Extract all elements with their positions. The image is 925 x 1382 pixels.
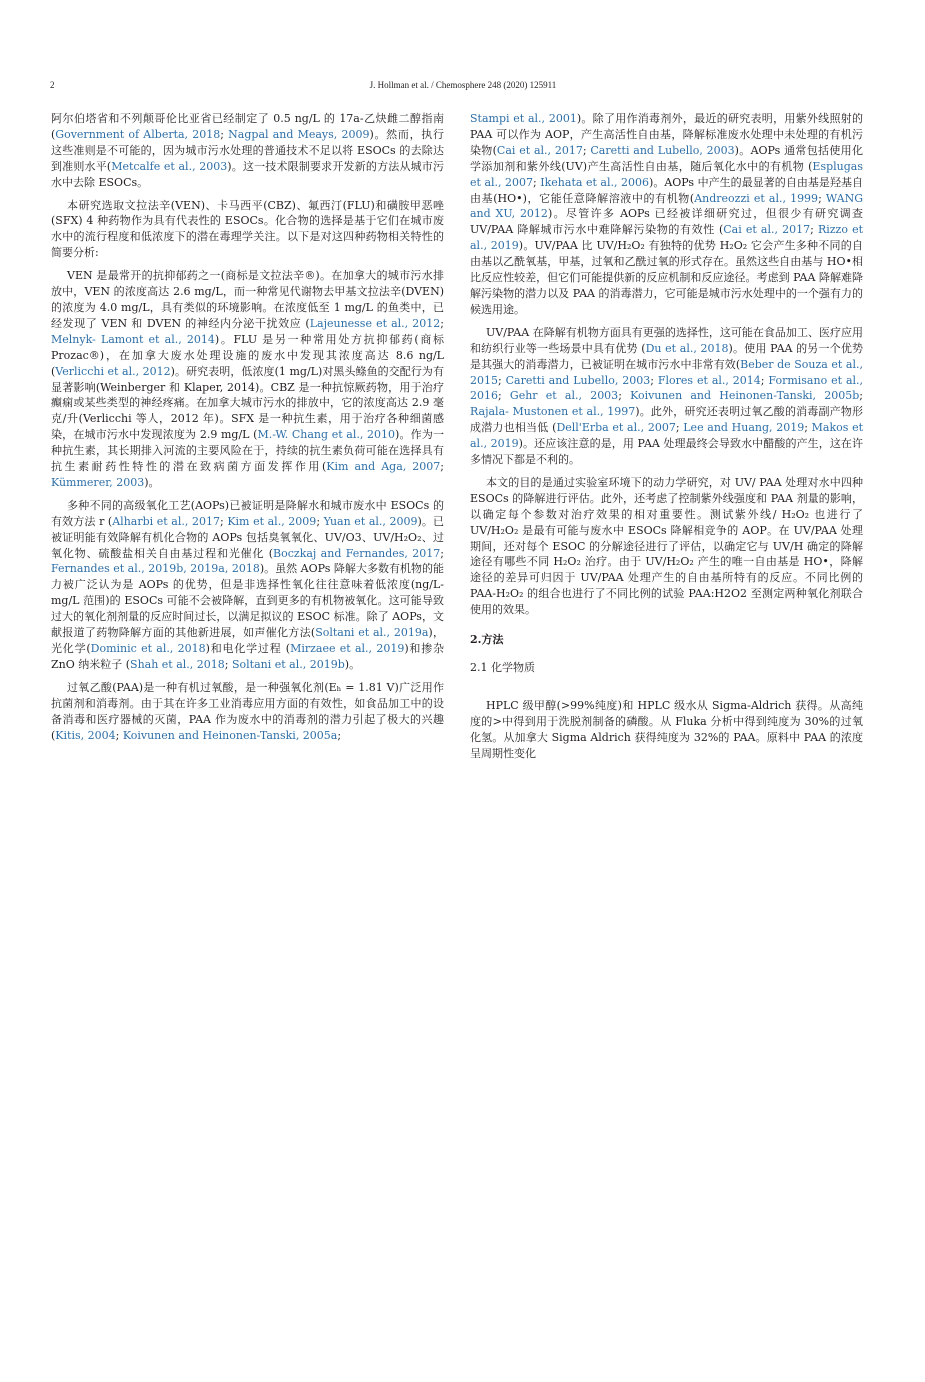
citation-link[interactable]: Cai et al., 2017 (496, 143, 583, 157)
citation-link[interactable]: Boczkaj and Fernandes, 2017 (273, 546, 441, 560)
text-run: )。FLU 是另一种常用处方抗抑郁药(商标 Prozac®)，在加拿大废水处理设施的废水中发现其浓度高达 8.6 ng/L ( (51, 332, 444, 378)
text-run: 阿尔伯塔省和不列颠哥伦比亚省已经制定了 0.5 ng/L 的 17a-乙炔雌二醇指南 ( (51, 112, 444, 141)
citation-link[interactable]: Shah et al., 2018 (130, 657, 225, 671)
text-run: ; (219, 514, 228, 528)
section-heading-methods: 2.方法 (470, 633, 504, 647)
text-run: )。AOPs 通常包括使用化学添加剂和紫外线(UV)产生高活性自由基，随后氧化水中的有机物 ( (470, 143, 863, 173)
citation-link[interactable]: Nagpal and Meays, 2009 (228, 127, 370, 141)
text-run: ; (650, 373, 658, 387)
citation-link[interactable]: Caretti and Lubello, 2003 (505, 373, 651, 387)
text-run: )，光化学( (51, 626, 444, 655)
citation-link[interactable]: Dominic et al., 2018 (90, 642, 206, 655)
text-run: ; (533, 175, 541, 189)
citation-link[interactable]: Alharbi et al., 2017 (112, 514, 220, 528)
subsection-heading-chemicals: 2.1 化学物质 (470, 661, 535, 674)
text-run: UV/PAA 在降解有机物方面具有更强的选择性，这可能在食品加工、医疗应用和纺织行业等一些场景中具有优势 ( (470, 325, 863, 355)
text-run: )。此外，研究还表明过氧乙酸的消毒副产物形成潜力也相当低 ( (470, 405, 863, 435)
text-run: ; (859, 389, 863, 403)
text-run: ; (498, 389, 510, 403)
text-run: )和掺杂 ZnO 纳米粒子 ( (51, 642, 444, 671)
text-run: )。这一技术限制要求开发新的方法从城市污水中去除 ESOCs。 (51, 159, 444, 189)
citation-link[interactable]: M.-W. Chang et al., 2010 (257, 428, 396, 442)
text-run: ; (498, 373, 506, 387)
citation-link[interactable]: Verlicchi et al., 2012 (55, 364, 171, 378)
paragraph-regulatory-guidelines (51, 111, 444, 191)
citation-link[interactable]: Beber de Souza et al., 2015 (470, 357, 863, 387)
citation-link[interactable]: Kitis, 2004 (55, 728, 116, 742)
citation-link[interactable]: Soltani et al., 2019a (315, 626, 429, 640)
text-run: ; (440, 546, 444, 560)
text-run: )。作为一种抗生素，其长期排入河流的主要风险在于，持续的抗生素负荷可能在选择具有抗生素耐药性特性的潜在致病菌方面发挥作用( (51, 428, 444, 474)
text-run: ; (582, 143, 591, 157)
text-run: ; (337, 728, 342, 742)
citation-link[interactable]: Koivunen and Heinonen-Tanski, 2005b (630, 389, 860, 403)
citation-link[interactable]: Dell'Erba et al., 2007 (556, 421, 676, 435)
citation-link[interactable]: Andreozzi et al., 1999 (694, 191, 819, 205)
text-run: ; (220, 127, 229, 141)
text-run: ; (440, 460, 445, 474)
citation-link[interactable]: Lee and Huang, 2019 (683, 421, 805, 435)
citation-link[interactable]: Stampi et al., 2001 (470, 112, 577, 125)
paragraph-chemicals: HPLC 级甲醇(>99%纯度)和 HPLC 级水从 Sigma-Aldrich 获得。从高纯度的>中得到用于洗脱剂制备的磷酸。从 Fluka 分析中得到纯度为 30%的过氧化氢。从加拿大 Sigma Aldrich 获得纯度为 32%的 PAA。原料中 PAA 的浓度呈周期性变化 (470, 698, 863, 760)
text-run: 过氧乙酸(PAA)是一种有机过氧酸，是一种强氧化剂(Eₕ = 1.81 V)广泛用作抗菌剂和消毒剂。由于其在许多工业消毒应用方面的有效性，如食品加工中的设备消毒和医疗器械的灭菌，PAA 作为废水中的消毒剂的潜力引起了极大的兴趣( (51, 680, 444, 742)
running-header (50, 80, 876, 94)
citation-link[interactable]: Formisano et al., 2016 (470, 373, 864, 403)
paragraph-compound-properties (51, 268, 444, 491)
text-run: )。研究表明，低浓度(1 mg/L)对黑头鲦鱼的交配行为有显著影响(Weinberger 和 Klaper, 2014)。CBZ 是一种抗惊厥药物，用于治疗癫痫或某些类型的神经疼痛。在加拿大城市污水的排放中，它的浓度高达 2.9 毫克/升(Verlicchi 等人，2012 年)。SFX 是一种抗生素，用于治疗各种细菌感染，在城市污水中发现浓度为 2.9 mg/L ( (51, 364, 444, 442)
text-run: )。还应该注意的是，用 PAA 处理最终会导致水中醋酸的产生，这在许多情况下都是不利的。 (470, 437, 864, 467)
citation-link[interactable]: Gehr et al., 2003 (509, 389, 619, 403)
paragraph-study-compounds: 本研究选取文拉法辛(VEN)、卡马西平(CBZ)、氟西汀(FLU)和磺胺甲恶唑(SFX) 4 种药物作为具有代表性的 ESOCs。化合物的选择是基于它们在城市废水中的流行程度和低浓度下的潜在毒理学关注。以下是对这四种药物相关特性的简要分析: (51, 198, 444, 260)
citation-link[interactable]: Makos et al., 2019 (470, 421, 864, 451)
citation-link[interactable]: Kim and Aga, 2007 (326, 460, 441, 474)
citation-link[interactable]: Koivunen and Heinonen-Tanski, 2005a (122, 728, 338, 742)
text-run: )。UV/PAA 比 UV/H₂O₂ 有独特的优势 H₂O₂ 它会产生多种不同的自由基以乙酰氧基，甲基，过氧和乙酰过氧的形式存在。虽然这些自由基与 HO•相比反应性较差，但它们可能提供新的反应机制和反应途径。考虑到 PAA 降解难降解污染物的潜力以及 PAA 的消毒潜力，它可能是城市污水处理中的一个强有力的候选用途。 (470, 239, 863, 316)
paragraph-paa-intro (51, 680, 444, 744)
text-run: ; (760, 373, 769, 387)
citation-link[interactable]: Caretti and Lubello, 2003 (590, 143, 735, 157)
citation-link[interactable]: Ikehata et al., 2006 (540, 175, 649, 189)
paragraph-uv-paa-selectivity (470, 325, 863, 468)
page-number: 2 (50, 80, 55, 90)
citation-link[interactable]: WANG and XU, 2012 (470, 191, 863, 221)
citation-link[interactable]: Esplugas et al., 2007 (470, 159, 863, 189)
text-run: ; (224, 657, 232, 671)
text-run: VEN 是最常开的抗抑郁药之一(商标是文拉法辛®)。在加拿大的城市污水排放中，VEN 的浓度高达 2.6 mg/L，而一种常见代谢物去甲基文拉法辛(DVEN)的浓度为 4.0 mg/L，具有类似的环境影响。在浓度低至 1 mg/L 的鱼类中，已经发现了 VEN 和 DVEN 的神经内分泌干扰效应 ( (51, 269, 444, 330)
paragraph-study-objective: 本文的目的是通过实验室环境下的动力学研究，对 UV/ PAA 处理对水中四种 ESOCs 的降解进行评估。此外，还考虑了控制紫外线强度和 PAA 剂量的影响，以确定每个参数对治疗效果的相对重要性。测试紫外线/ H₂O₂ 也进行了 UV/H₂O₂ 是最有可能与废水中 ESOCs 降解相竞争的 AOP。在 UV/PAA 处理期间，还对每个 ESOC 的分解途径进行了评估，以确定它与 UV/H 确定的降解途径有哪些不同 H₂O₂ 治疗。由于 UV/H₂O₂ 产生的唯一自由基是 HO•，降解途径的差异可归因于 UV/PAA 处理产生的自由基所特有的反应。不同比例的 PAA-H₂O₂ 的组合也进行了不同比例的试验 PAA:H2O2 至测定两种氧化剂联合使用的效果。 (470, 475, 863, 617)
text-run: ; (440, 316, 444, 330)
text-run: ; (115, 728, 123, 742)
citation-link[interactable]: Du et al., 2018 (645, 341, 729, 355)
citation-link[interactable]: Lajeunesse et al., 2012 (309, 316, 441, 330)
text-run: ; (316, 514, 324, 528)
text-run: )。使用 PAA 的另一个优势是其强大的消毒潜力，已被证明在城市污水中非常有效( (470, 341, 863, 371)
citation-link[interactable]: Kümmerer, 2003 (51, 475, 145, 489)
citation-link[interactable]: Kim et al., 2009 (227, 514, 317, 528)
citation-link[interactable]: Government of Alberta, 2018 (55, 127, 221, 141)
text-run: )。虽然 AOPs 降解大多数有机物的能力被广泛认为是 AOPs 的优势，但是非选择性氧化往往意味着低浓度(ng/L- mg/L 范围)的 ESOCs 可能不会被降解，直到更多的有机物被氧化。这可能导致过大的氧化剂剂量的反应时间过长，以满足拟议的 ESOC 标准。除了 AOPs，文献报道了药物降解方面的其他新进展，如声催化方法( (51, 562, 445, 640)
text-run: )。 (344, 657, 361, 671)
journal-reference: J. Hollman et al. / Chemosphere 248 (2020) 125911 (369, 80, 557, 90)
citation-link[interactable]: Rizzo et al., 2019 (470, 223, 863, 253)
paragraph-uv-paa-radicals (470, 111, 863, 318)
text-run: )。尽管许多 AOPs 已经被详细研究过，但很少有研究调查 UV/PAA 降解城市污水中难降解污染物的有效性 ( (470, 207, 863, 237)
text-run: )和电化学过程 ( (205, 642, 291, 655)
citation-link[interactable]: Metcalfe et al., 2003 (111, 159, 228, 173)
text-run: ; (675, 421, 684, 435)
text-run: ; (804, 421, 812, 435)
citation-link[interactable]: Melnyk- Lamont et al., 2014 (51, 332, 215, 346)
text-run: )。AOPs 中产生的最显著的自由基是羟基自由基(HO•)，它能任意降解溶液中的有机物( (470, 175, 863, 205)
citation-link[interactable]: Yuan et al., 2009 (323, 514, 418, 528)
text-run: ; (618, 389, 631, 403)
citation-link[interactable]: Fernandes et al., 2019b, 2019a, 2018 (51, 562, 260, 576)
citation-link[interactable]: Mirzaee et al., 2019 (290, 642, 405, 655)
text-run: ; (810, 223, 818, 237)
text-run: )。然而，执行这些准则是不可能的，因为城市污水处理的普通技术不足以将 ESOCs 的去除达到准则水平( (51, 127, 444, 173)
text-run: 多种不同的高级氧化工艺(AOPs)已被证明是降解水和城市废水中 ESOCs 的有效方法 r ( (51, 498, 444, 528)
right-column (470, 111, 863, 769)
left-column (51, 111, 444, 750)
text-run: )。除了用作消毒剂外，最近的研究表明，用紫外线照射的 PAA 可以作为 AOP，产生高活性自由基，降解标准废水处理中未处理的有机污染物( (470, 112, 863, 157)
text-run: )。 (144, 475, 160, 489)
citation-link[interactable]: Flores et al., 2014 (657, 373, 761, 387)
text-run: )。已被证明能有效降解有机化合物的 AOPs 包括臭氧氧化、UV/O3、UV/H₂O₂、过氧化物、硫酸盐相关自由基过程和光催化 ( (51, 514, 445, 560)
paragraph-aops-overview (51, 498, 444, 673)
citation-link[interactable]: Rajala- Mustonen et al., 1997 (470, 405, 636, 419)
citation-link[interactable]: Cai et al., 2017 (723, 223, 811, 237)
citation-link[interactable]: Soltani et al., 2019b (231, 657, 345, 671)
text-run: ; (818, 191, 826, 205)
